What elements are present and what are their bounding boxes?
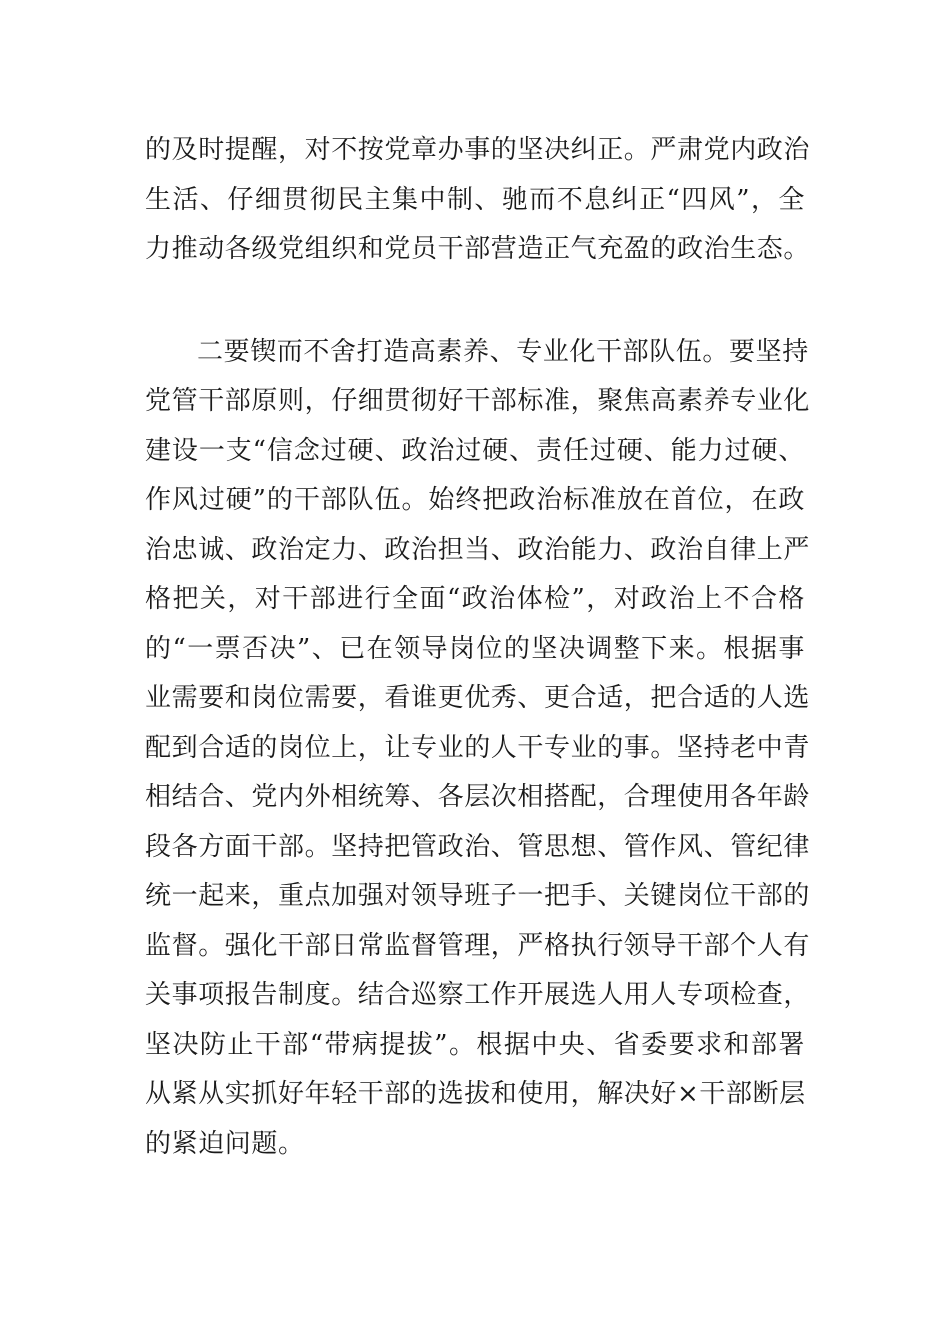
paragraph-1-line-2: 生活、仔细贯彻民主集中制、驰而不息纠正“四风”，全 (145, 185, 805, 215)
paragraph-2-line-14: 关事项报告制度。结合巡察工作开展选人用人专项检查， (145, 980, 811, 1010)
paragraph-2-line-13: 监督。强化干部日常监督管理，严格执行领导干部个人有 (145, 931, 811, 961)
paragraph-2-line-9: 配到合适的岗位上，让专业的人干专业的事。坚持老中青 (145, 733, 811, 763)
paragraph-2-line-12: 统一起来，重点加强对领导班子一把手、关键岗位干部的 (145, 881, 811, 911)
paragraph-2-line-6: 格把关，对干部进行全面“政治体检”，对政治上不合格 (145, 584, 805, 614)
paragraph-2-line-5: 治忠诚、政治定力、政治担当、政治能力、政治自律上严 (145, 535, 811, 565)
paragraph-2-line-8: 业需要和岗位需要，看谁更优秀、更合适，把合适的人选 (145, 683, 811, 713)
paragraph-1-line-3: 力推动各级党组织和党员干部营造正气充盈的政治生态。 (145, 234, 811, 264)
paragraph-2-line-4: 作风过硬”的干部队伍。始终把政治标准放在首位，在政 (145, 485, 805, 515)
paragraph-2-line-3: 建设一支“信念过硬、政治过硬、责任过硬、能力过硬、 (145, 436, 805, 466)
paragraph-2-line-16: 从紧从实抓好年轻干部的选拔和使用，解决好×干部断层 (145, 1079, 806, 1109)
paragraph-2-line-17: 的紧迫问题。 (145, 1129, 305, 1159)
paragraph-1-line-1: 的及时提醒，对不按党章办事的坚决纠正。严肃党内政治 (145, 135, 811, 165)
paragraph-2-line-15: 坚决防止干部“带病提拔”。根据中央、省委要求和部署 (145, 1030, 805, 1060)
paragraph-2-line-10: 相结合、党内外相统筹、各层次相搭配，合理使用各年龄 (145, 782, 811, 812)
paragraph-2-line-1: 二要锲而不舍打造高素养、专业化干部队伍。要坚持 (197, 337, 809, 367)
paragraph-2-line-2: 党管干部原则，仔细贯彻好干部标准，聚焦高素养专业化 (145, 386, 811, 416)
paragraph-2-line-7: 的“一票否决”、已在领导岗位的坚决调整下来。根据事 (145, 634, 805, 664)
paragraph-2-line-11: 段各方面干部。坚持把管政治、管思想、管作风、管纪律 (145, 832, 811, 862)
